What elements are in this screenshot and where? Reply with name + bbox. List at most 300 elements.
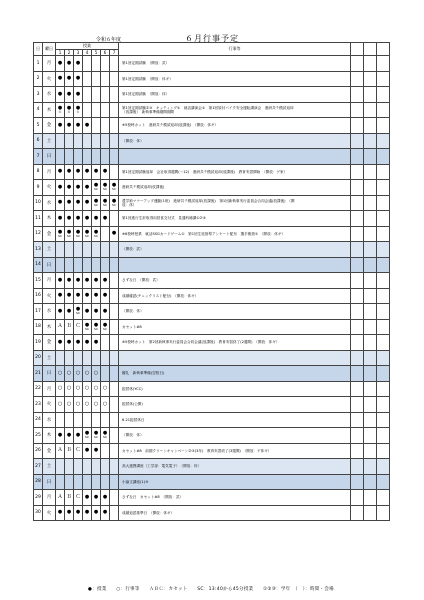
period-mark: ●: [84, 509, 90, 516]
period-cell: [83, 428, 92, 444]
extra-cell: [364, 397, 377, 413]
period-cell: [110, 443, 119, 459]
weekday-cell: 日: [43, 257, 56, 273]
weekday-cell: 金: [43, 443, 56, 459]
period-cell: [92, 133, 101, 149]
period-mark: ●: [57, 431, 63, 438]
schedule-row: [34, 242, 390, 258]
extra-cell: [351, 474, 364, 490]
period-cell: [65, 459, 74, 475]
period-cell: [110, 195, 119, 211]
period-mark: ●: [93, 214, 99, 221]
period-cell: [92, 304, 101, 320]
period-mark: Ａ: [57, 447, 63, 454]
schedule-row: [34, 164, 390, 180]
weekday-cell: 水: [43, 304, 56, 320]
event-text: （開放：体）: [122, 309, 144, 314]
period-mark: Ｃ: [75, 493, 81, 500]
period-mark: ●: [75, 121, 81, 128]
period-cell: [101, 226, 110, 242]
period-cell: [92, 381, 101, 397]
period-mark: ●: [57, 90, 63, 97]
weekday-cell: 月: [43, 164, 56, 180]
period-cell: [101, 412, 110, 428]
extra-cell: [377, 319, 390, 335]
period-mark: ○: [93, 369, 99, 376]
schedule-row: [34, 459, 390, 475]
period-cell: [83, 505, 92, 521]
period-cell: [65, 211, 74, 227]
period-cell: [56, 102, 65, 118]
period-1-header: 1: [56, 50, 65, 56]
day-cell: 17: [34, 304, 43, 320]
period-mark: ●: [75, 292, 81, 299]
weekday-cell: 月: [43, 273, 56, 289]
events-cell: [119, 164, 351, 180]
day-cell: 9: [34, 180, 43, 196]
period-cell: [56, 350, 65, 366]
period-note: ①: [67, 109, 71, 114]
extra-cell: [351, 257, 364, 273]
period-note: SC: [112, 187, 117, 191]
period-cell: [92, 474, 101, 490]
extra-cell: [377, 474, 390, 490]
period-mark: Ａ: [57, 493, 63, 500]
period-cell: [101, 195, 110, 211]
events-cell: [119, 490, 351, 506]
period-cell: [92, 164, 101, 180]
day-cell: 4: [34, 102, 43, 118]
period-cell: [110, 350, 119, 366]
period-mark: ○: [93, 400, 99, 407]
period-5-header: 5: [92, 50, 101, 56]
events-cell: [119, 288, 351, 304]
period-note: SC: [94, 233, 98, 238]
extra-cell: [351, 505, 364, 521]
weekday-cell: 月: [43, 56, 56, 72]
extra-cell: [364, 288, 377, 304]
period-mark: ●: [75, 431, 81, 438]
extra-cell: [364, 474, 377, 490]
period-mark: ●: [102, 321, 108, 328]
period-cell: [65, 242, 74, 258]
legend: ●：授業 ○：行事等 ＡＢＣ：カセット SC：13:40から45分授業 ①②③：学年 （ ）：時間・会場: [88, 587, 334, 592]
extra-cell: [364, 505, 377, 521]
event-text: 6.21振替休日: [122, 417, 145, 422]
schedule-row: [34, 211, 390, 227]
extra-cell: [351, 180, 364, 196]
period-cell: [110, 102, 119, 118]
period-cell: [74, 443, 83, 459]
period-cell: [92, 56, 101, 72]
schedule-row: [34, 118, 390, 134]
day-cell: 3: [34, 87, 43, 103]
period-6-header: 6: [101, 50, 110, 56]
extra-cell: [351, 443, 364, 459]
period-cell: [101, 397, 110, 413]
period-cell: [74, 164, 83, 180]
extra-cell: [364, 133, 377, 149]
periods-header: 授業: [56, 43, 119, 50]
period-mark: ●: [57, 199, 63, 206]
period-cell: [101, 366, 110, 382]
period-cell: [110, 56, 119, 72]
events-cell: [119, 226, 351, 242]
event-text: 第1回定期試験返却 会社取得週間(～12) 進研共テ模試返却(放課後) 教育実習開始 （開放：ゲ家）: [122, 169, 288, 174]
period-cell: [56, 180, 65, 196]
day-cell: 16: [34, 288, 43, 304]
schedule-row: [34, 304, 390, 320]
schedule-row: [34, 350, 390, 366]
period-mark: ●: [57, 168, 63, 175]
period-mark: ●: [75, 199, 81, 206]
extra-cell: [364, 319, 377, 335]
events-cell: [119, 149, 351, 165]
period-cell: [83, 211, 92, 227]
period-cell: [92, 102, 101, 118]
event-text: 第1回定期試験 （開放：体）: [122, 92, 170, 97]
day-cell: 28: [34, 474, 43, 490]
period-note: SC: [76, 233, 80, 238]
period-cell: [65, 288, 74, 304]
extra-cell: [377, 304, 390, 320]
period-note: ①: [76, 109, 80, 114]
day-cell: 5: [34, 118, 43, 134]
period-mark: Ｂ: [66, 493, 72, 500]
extra-cell: [351, 133, 364, 149]
extra-cell: [364, 180, 377, 196]
events-cell: [119, 133, 351, 149]
period-cell: [74, 149, 83, 165]
event-text: 遺学術マナーアップ運動(1班) 進研共テ模試返却(放課後) 第1回新執事実行委員会合同会議(放課後) （開: [122, 198, 295, 203]
period-cell: [110, 397, 119, 413]
weekday-cell: 木: [43, 102, 56, 118]
period-cell: [110, 226, 119, 242]
extra-cell: [364, 459, 377, 475]
period-note: SC: [94, 435, 98, 439]
schedule-row: [34, 56, 390, 72]
events-header: 行事等: [119, 43, 351, 56]
period-cell: [101, 474, 110, 490]
period-cell: [65, 118, 74, 134]
day-cell: 15: [34, 273, 43, 289]
period-cell: [101, 443, 110, 459]
period-cell: [101, 459, 110, 475]
period-mark: ●: [66, 509, 72, 516]
weekday-cell: 火: [43, 397, 56, 413]
period-cell: [65, 226, 74, 242]
extra-cell: [351, 118, 364, 134]
period-cell: [92, 412, 101, 428]
period-cell: [92, 335, 101, 351]
period-mark: ●: [111, 197, 117, 204]
extra-cell: [351, 211, 364, 227]
events-cell: [119, 335, 351, 351]
period-cell: [101, 319, 110, 335]
extra-cell: [364, 164, 377, 180]
events-cell: [119, 87, 351, 103]
extra-cell: [364, 226, 377, 242]
period-mark: ●: [93, 509, 99, 516]
day-cell: 14: [34, 257, 43, 273]
period-note: SC: [76, 311, 80, 315]
event-text: 第1回定期試験②③ キッティング① 就活講演会① 第1回原付バイク安全運転講演会 進研共テ模試返却: [122, 105, 294, 110]
period-mark: ○: [84, 400, 90, 407]
events-cell: [119, 195, 351, 211]
event-text: さずな日 カセット#8 （開放：武）: [122, 495, 184, 500]
period-cell: [110, 381, 119, 397]
period-mark: ●: [84, 121, 90, 128]
event-text: 成績追認基準日 （開放：体ギ）: [122, 510, 175, 515]
period-mark: ●: [84, 199, 90, 206]
period-cell: [92, 319, 101, 335]
event-text: （開放：武）: [122, 247, 144, 252]
extra-cell: [364, 273, 377, 289]
extra-cell: [351, 288, 364, 304]
period-cell: [83, 350, 92, 366]
schedule-row: [34, 71, 390, 87]
extra-cell: [364, 118, 377, 134]
events-cell: [119, 505, 351, 521]
period-cell: [92, 242, 101, 258]
event-text: （開放：体）: [122, 138, 144, 143]
period-mark: ●: [75, 306, 81, 312]
day-cell: 18: [34, 319, 43, 335]
extra-cell: [377, 87, 390, 103]
extra-cell: [351, 490, 364, 506]
events-cell: [119, 71, 351, 87]
period-cell: [74, 56, 83, 72]
weekday-cell: 木: [43, 319, 56, 335]
day-cell: 6: [34, 133, 43, 149]
extra-cell: [377, 381, 390, 397]
period-mark: ●: [57, 121, 63, 128]
period-mark: ●: [93, 182, 99, 188]
period-mark: ●: [84, 292, 90, 299]
period-cell: [101, 242, 110, 258]
period-mark: ●: [75, 168, 81, 175]
weekday-cell: 土: [43, 133, 56, 149]
period-cell: [83, 443, 92, 459]
events-cell: [119, 102, 351, 118]
extra-cell: [377, 428, 390, 444]
day-cell: 10: [34, 195, 43, 211]
period-mark: ●: [84, 228, 90, 235]
extra-cell: [377, 102, 390, 118]
extra-cell: [351, 102, 364, 118]
events-cell: [119, 211, 351, 227]
period-mark: ●: [102, 307, 108, 314]
period-mark: Ｂ: [66, 447, 72, 454]
period-cell: [110, 71, 119, 87]
event-text: カセット#8: [122, 324, 142, 329]
period-mark: ○: [102, 400, 108, 407]
weekday-cell: 土: [43, 242, 56, 258]
period-mark: ●: [93, 292, 99, 299]
period-cell: [101, 149, 110, 165]
event-text: 第1回進行生折取得用昼食交付式 見通科補講①②③: [122, 216, 206, 221]
period-mark: ●: [66, 228, 72, 235]
period-cell: [74, 257, 83, 273]
period-cell: [56, 304, 65, 320]
period-cell: [65, 180, 74, 196]
period-mark: ●: [57, 228, 63, 235]
period-cell: [101, 102, 110, 118]
events-cell: [119, 397, 351, 413]
schedule-row: [34, 288, 390, 304]
period-cell: [101, 257, 110, 273]
weekday-cell: 金: [43, 335, 56, 351]
period-cell: [110, 118, 119, 134]
period-mark: ○: [75, 369, 81, 376]
period-mark: ○: [84, 369, 90, 376]
period-cell: [110, 149, 119, 165]
period-mark: ●: [93, 493, 99, 500]
period-mark: ●: [66, 292, 72, 299]
extra-cell: [364, 102, 377, 118]
period-cell: [101, 304, 110, 320]
period-note: SC: [67, 233, 71, 238]
event-text: 小論文講座(1)③: [122, 479, 149, 484]
period-cell: [101, 428, 110, 444]
period-4-header: 4: [83, 50, 92, 56]
day-cell: 12: [34, 226, 43, 242]
event-text: カセット#8 前期クリーンキャンペーン②③(3年) 教育実習終了(3週間) （開放：ゲ体ギ）: [122, 448, 272, 453]
period-mark: ●: [75, 228, 81, 235]
period-cell: [65, 71, 74, 87]
period-cell: [56, 211, 65, 227]
period-mark: ●: [111, 230, 117, 237]
extra-cell: [377, 490, 390, 506]
period-mark: ●: [66, 307, 72, 314]
extra-cell: [364, 257, 377, 273]
extra-cell: [377, 257, 390, 273]
period-cell: [83, 226, 92, 242]
extra-col-3-header: [377, 43, 390, 56]
period-cell: [92, 118, 101, 134]
period-cell: [83, 56, 92, 72]
period-cell: [101, 273, 110, 289]
schedule-row: [34, 180, 390, 196]
period-mark: ●: [93, 430, 99, 436]
extra-cell: [364, 71, 377, 87]
extra-cell: [364, 350, 377, 366]
period-mark: Ｃ: [75, 447, 81, 454]
period-mark: ●: [75, 214, 81, 221]
period-cell: [65, 443, 74, 459]
day-cell: 29: [34, 490, 43, 506]
weekday-cell: 月: [43, 490, 56, 506]
period-mark: ●: [102, 214, 108, 221]
period-cell: [65, 335, 74, 351]
period-cell: [56, 459, 65, 475]
period-cell: [83, 180, 92, 196]
period-cell: [92, 490, 101, 506]
day-header: 日: [34, 43, 43, 56]
extra-cell: [351, 319, 364, 335]
weekday-cell: 水: [43, 412, 56, 428]
period-cell: [92, 195, 101, 211]
day-cell: 2: [34, 71, 43, 87]
period-cell: [65, 412, 74, 428]
period-cell: [101, 133, 110, 149]
period-mark: ●: [57, 292, 63, 299]
extra-cell: [351, 335, 364, 351]
extra-cell: [377, 366, 390, 382]
extra-cell: [377, 164, 390, 180]
period-mark: ●: [66, 121, 72, 128]
period-cell: [101, 118, 110, 134]
period-cell: [65, 397, 74, 413]
page-title: ６月行事予定: [185, 34, 239, 43]
extra-cell: [364, 195, 377, 211]
extra-cell: [377, 412, 390, 428]
schedule-row: [34, 397, 390, 413]
extra-cell: [377, 273, 390, 289]
period-cell: [74, 195, 83, 211]
period-cell: [110, 87, 119, 103]
period-cell: [110, 273, 119, 289]
period-mark: ●: [66, 75, 72, 82]
period-2-header: 2: [65, 50, 74, 56]
events-cell: [119, 412, 351, 428]
period-cell: [101, 335, 110, 351]
period-mark: ●: [66, 90, 72, 97]
extra-cell: [364, 211, 377, 227]
period-cell: [56, 164, 65, 180]
period-cell: [83, 335, 92, 351]
period-cell: [65, 102, 74, 118]
period-cell: [110, 319, 119, 335]
period-cell: [101, 490, 110, 506]
day-cell: 23: [34, 397, 43, 413]
period-note: SC: [103, 187, 107, 191]
period-cell: [65, 366, 74, 382]
period-cell: [65, 428, 74, 444]
schedule-row: [34, 381, 390, 397]
period-cell: [56, 257, 65, 273]
period-mark: ●: [93, 338, 99, 345]
period-cell: [101, 350, 110, 366]
period-mark: ●: [66, 199, 72, 206]
period-cell: [65, 133, 74, 149]
extra-cell: [351, 242, 364, 258]
period-mark: ●: [102, 197, 108, 204]
event-text: 高大連携講座（工学部：電気電子） （開放：体）: [122, 464, 202, 469]
period-cell: [110, 304, 119, 320]
period-mark: ●: [84, 493, 90, 500]
period-mark: ○: [66, 400, 72, 407]
period-mark: ●: [84, 321, 90, 328]
weekday-cell: 水: [43, 195, 56, 211]
period-cell: [83, 474, 92, 490]
weekday-cell: 土: [43, 459, 56, 475]
period-cell: [74, 505, 83, 521]
weekday-cell: 金: [43, 226, 56, 242]
period-cell: [74, 133, 83, 149]
day-cell: 11: [34, 211, 43, 227]
period-cell: [83, 366, 92, 382]
period-cell: [65, 195, 74, 211]
period-cell: [83, 490, 92, 506]
extra-cell: [351, 273, 364, 289]
period-cell: [110, 288, 119, 304]
period-mark: ●: [75, 75, 81, 82]
extra-cell: [351, 71, 364, 87]
period-cell: [56, 288, 65, 304]
events-cell: [119, 319, 351, 335]
period-cell: [110, 211, 119, 227]
